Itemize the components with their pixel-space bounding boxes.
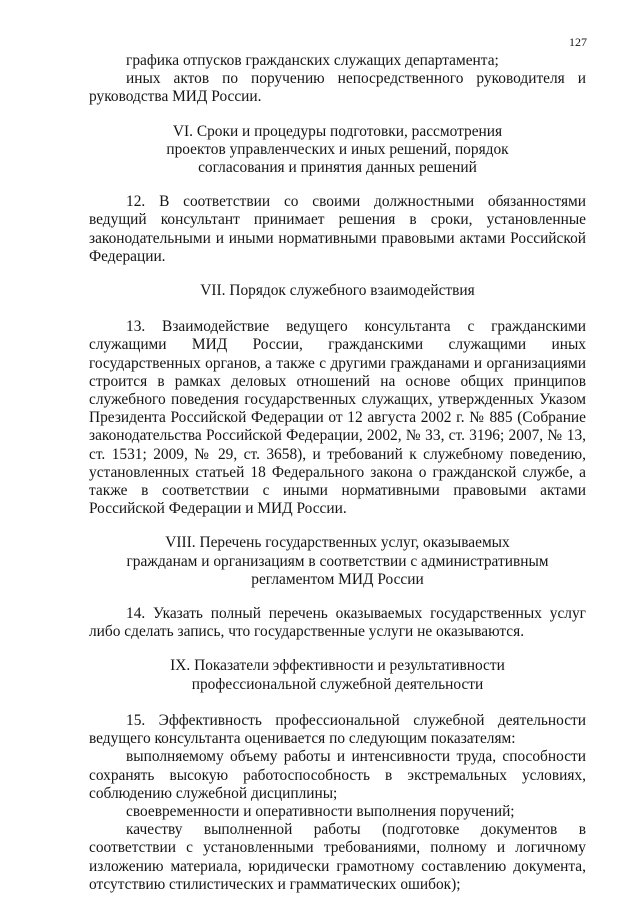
paragraph-13: 13. Взаимодействие ведущего консультанта с гражданскими служащими МИД России, гражданскими служащими иных государственных органов, а также с другими гражданами и организациями строится в рамках деловых отношений на основе общих принципов служебного поведения государственных служащих, утвержденных Указом Президента Российской Федерации от 12 августа 2002 г. № 885 (Собрание законодательства Российской Федерации, 2002, № 33, ст. 3196; 2007, № 13, ст. 1531; 2009, № 29, ст. 3658), и требований к служебному поведению, установленных статьей 18 Федерального закона о гражданской службе, а также в соответствии с иными нормативными правовыми актами Российской Федерации и МИД России. <box>89 318 586 518</box>
section-8-heading-line: гражданам и организациям в соответствии с административным <box>126 552 549 570</box>
section-8-heading-line: VIII. Перечень государственных услуг, оказываемых <box>165 534 510 552</box>
paragraph-14: 14. Указать полный перечень оказываемых государственных услуг либо сделать запись, что государственные услуги не оказываются. <box>89 605 586 641</box>
page-number: 127 <box>569 35 587 49</box>
section-9-heading-line: профессиональной служебной деятельности <box>191 675 484 693</box>
section-6-heading <box>89 123 586 178</box>
criteria-item: своевременности и оперативности выполнения поручений; <box>126 802 515 820</box>
criteria-item: выполняемому объему работы и интенсивности труда, способности сохранять высокую работоспособность в экстремальных условиях, соблюдению служебной дисциплины; <box>89 748 586 802</box>
section-9-heading-line: IX. Показатели эффективности и результативности <box>170 657 505 675</box>
section-6-heading-line: проектов управленческих и иных решений, порядок <box>166 140 509 158</box>
intro-line-1: графика отпусков гражданских служащих департамента; <box>126 52 499 69</box>
paragraph-15: 15. Эффективность профессиональной служебной деятельности ведущего консультанта оценивается по следующим показателям: <box>89 711 586 748</box>
document-body <box>89 52 586 894</box>
section-8-heading-line: регламентом МИД России <box>251 570 424 588</box>
section-6-heading-line: VI. Сроки и процедуры подготовки, рассмотрения <box>172 122 503 140</box>
paragraph-12: 12. В соответствии со своими должностными обязанностями ведущий консультант принимает решения в сроки, установленные законодательными и иными нормативными правовыми актами Российской Федерации. <box>89 193 586 265</box>
section-7-heading: VII. Порядок служебного взаимодействия <box>200 282 475 300</box>
intro-line-2: иных актов по поручению непосредственного руководителя и руководства МИД России. <box>89 70 586 106</box>
section-8-heading <box>89 534 586 589</box>
criteria-item: качеству выполненной работы (подготовке документов в соответствии с установленными требованиями, полному и логичному изложению материала, юридически грамотному составлению документа, отсутствию стилистических и грамматических ошибок); <box>89 821 586 893</box>
section-9-heading <box>89 657 586 693</box>
section-6-heading-line: согласования и принятия данных решений <box>198 159 477 177</box>
